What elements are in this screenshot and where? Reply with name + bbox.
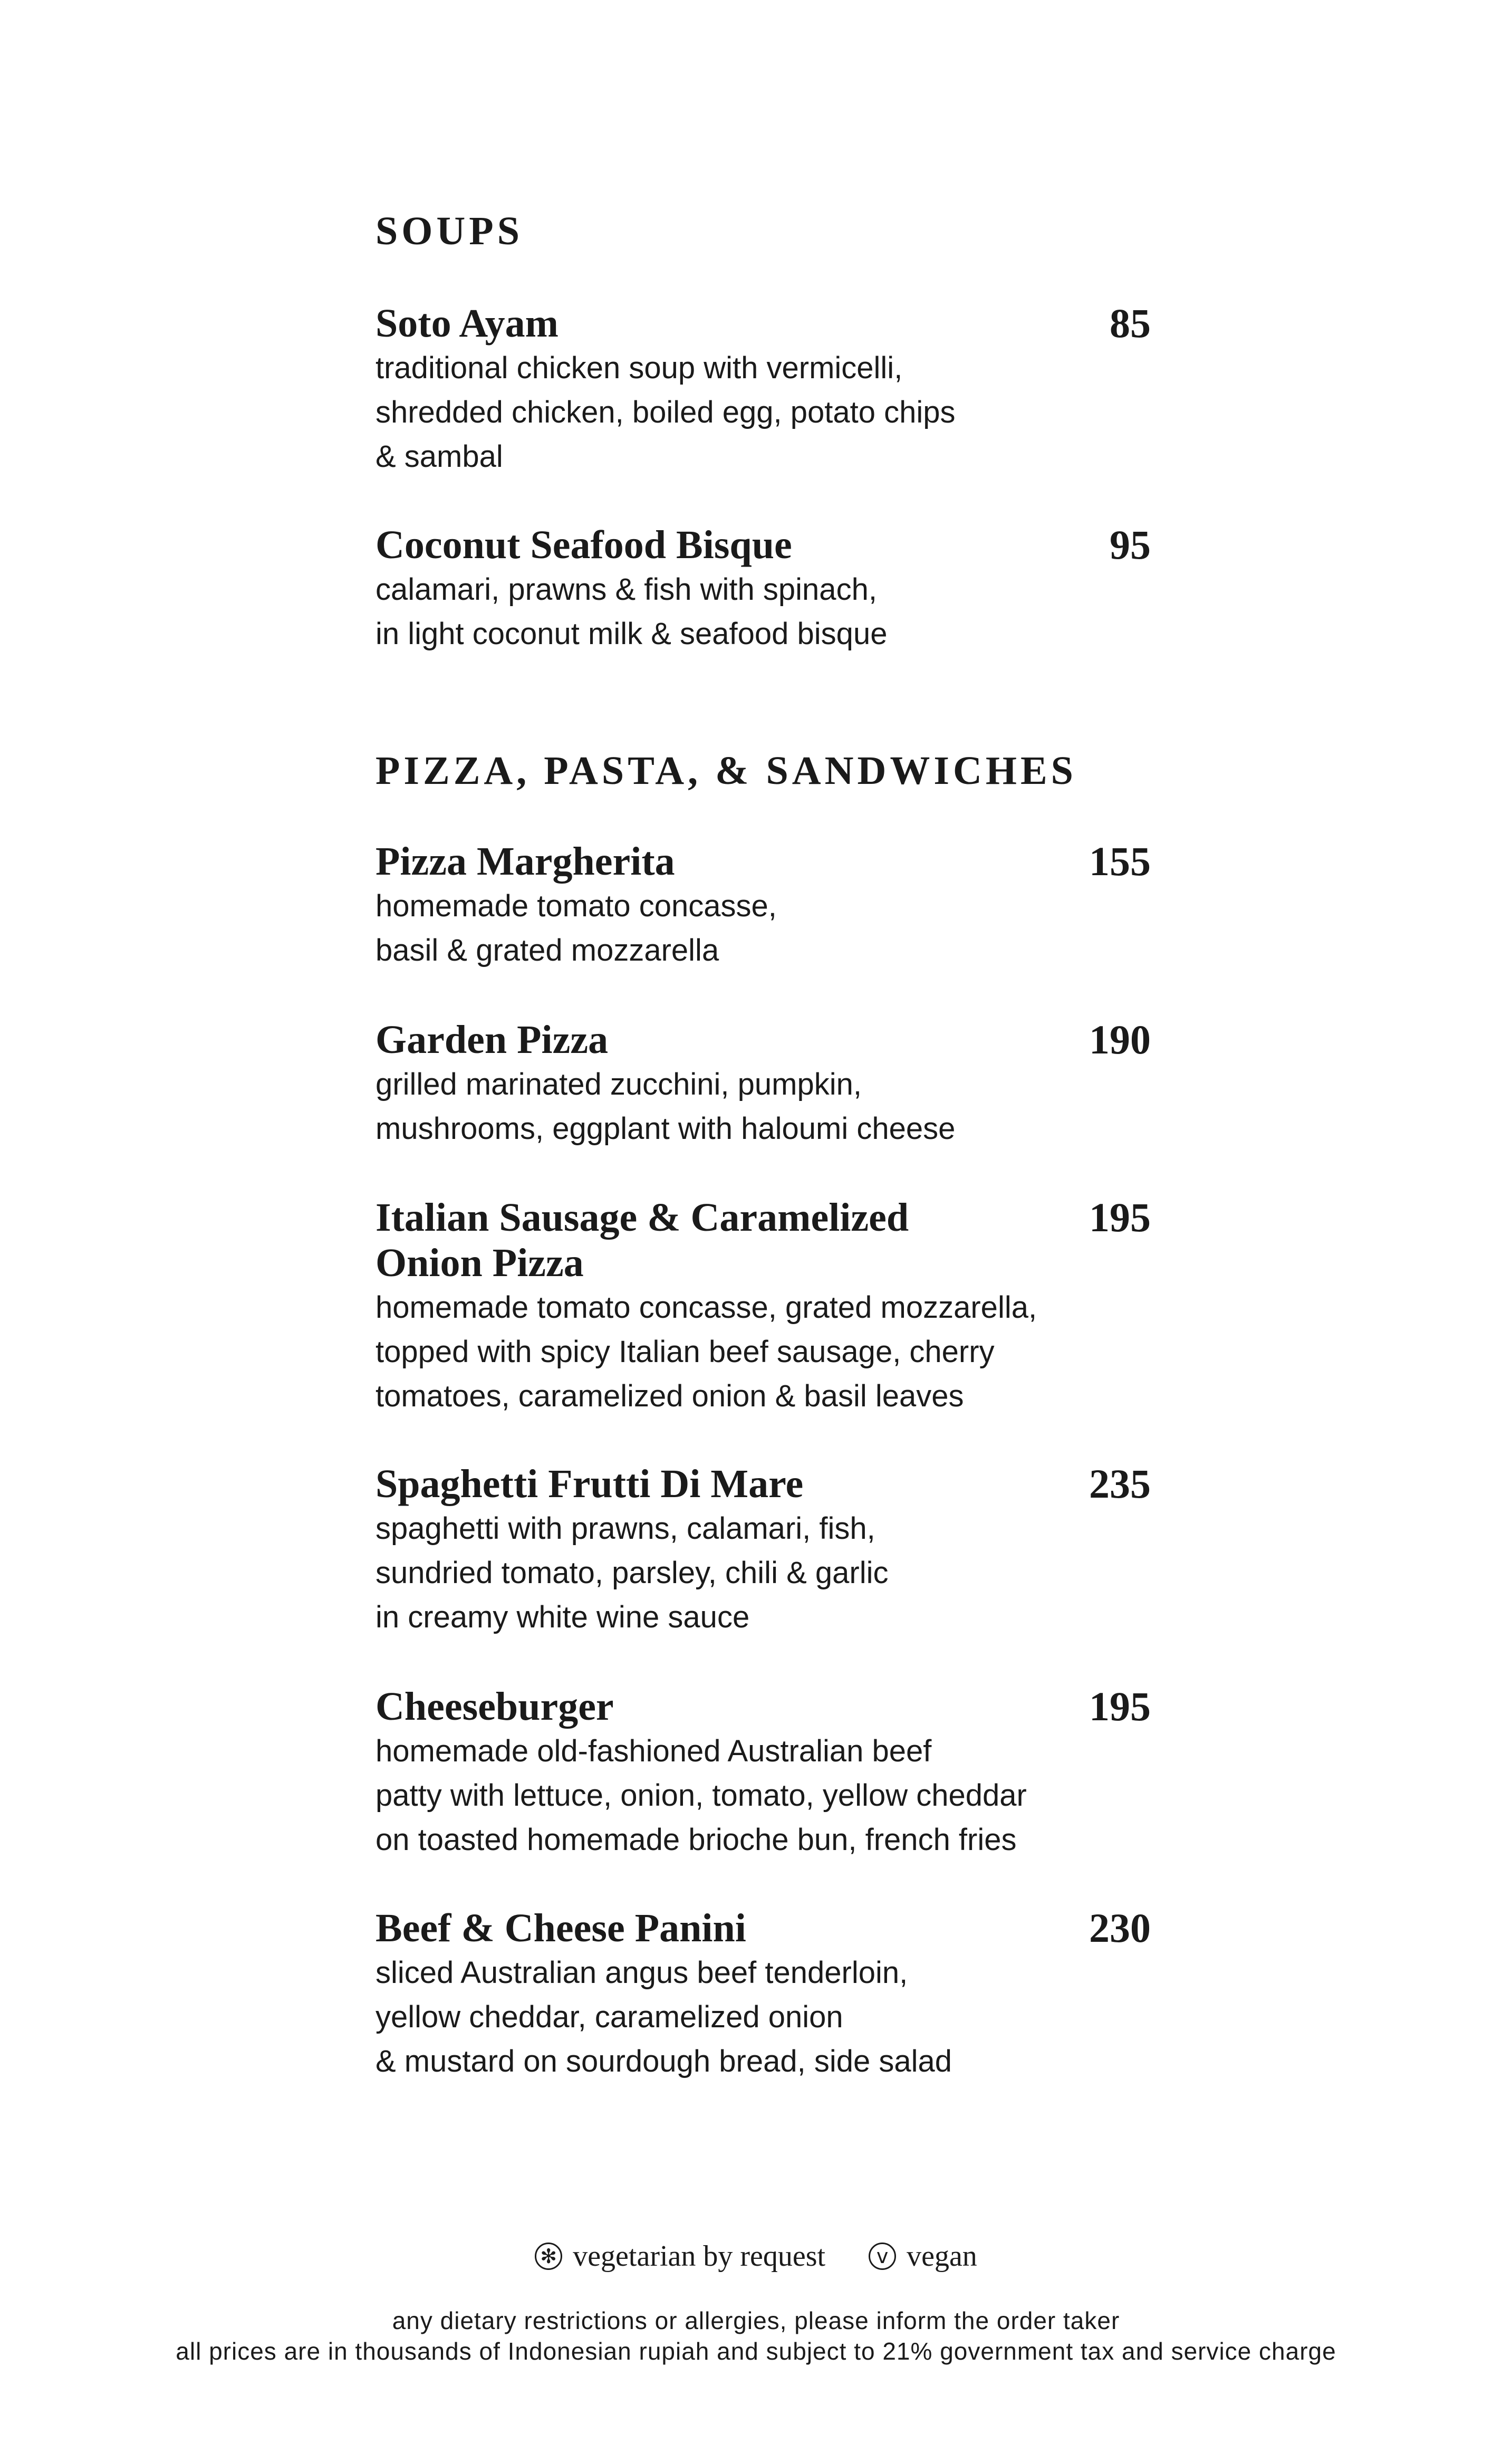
item-name: Garden Pizza <box>375 1018 609 1062</box>
item-description: homemade tomato concasse, grated mozzarella, topped with spicy Italian beef sausage, cherry tomatoes, caramelized onion & basil leaves <box>375 1290 1037 1413</box>
item-description: calamari, prawns & fish with spinach, in light coconut milk & seafood bisque <box>375 572 888 651</box>
item-price: 155 <box>1089 838 1151 884</box>
vegetarian-icon: ✻ <box>535 2243 562 2270</box>
item-description: homemade old-fashioned Australian beef patty with lettuce, onion, tomato, yellow cheddar on toasted homemade brioche bun, french fries <box>375 1734 1027 1857</box>
item-name: Coconut Seafood Bisque <box>375 523 792 567</box>
item-name: Italian Sausage & Caramelized Onion Pizza <box>375 1195 909 1285</box>
dietary-legend <box>0 2237 1512 2273</box>
item-price: 195 <box>1089 1683 1151 1729</box>
item-description: grilled marinated zucchini, pumpkin, mushrooms, eggplant with haloumi cheese <box>375 1067 956 1146</box>
legend-label: vegan <box>907 2240 977 2273</box>
item-price: 195 <box>1089 1194 1151 1240</box>
menu-item-soto-ayam <box>375 301 1151 479</box>
legend-label: vegetarian by request <box>573 2240 826 2273</box>
item-description: homemade tomato concasse, basil & grated mozzarella <box>375 889 777 967</box>
item-price: 95 <box>1110 522 1151 568</box>
menu-item-garden-pizza <box>375 1017 1151 1151</box>
footer-dietary-note: any dietary restrictions or allergies, please inform the order taker <box>392 2307 1120 2334</box>
menu-item-beef-cheese-panini <box>375 1905 1151 2084</box>
menu-item-italian-sausage-pizza <box>375 1195 1151 1419</box>
item-name: Beef & Cheese Panini <box>375 1906 746 1950</box>
item-description: traditional chicken soup with vermicelli, shredded chicken, boiled egg, potato chips & sambal <box>375 351 956 474</box>
item-price: 190 <box>1089 1017 1151 1062</box>
item-price: 85 <box>1110 300 1151 346</box>
item-name: Cheeseburger <box>375 1684 614 1729</box>
item-name: Pizza Margherita <box>375 839 675 884</box>
menu-item-coconut-seafood-bisque <box>375 522 1151 656</box>
menu-item-spaghetti-frutti-di-mare <box>375 1461 1151 1640</box>
section-title-pizza-pasta-sandwiches: PIZZA, PASTA, & SANDWICHES <box>375 749 1077 793</box>
item-price: 235 <box>1089 1461 1151 1507</box>
item-description: sliced Australian angus beef tenderloin, yellow cheddar, caramelized onion & mustard on sourdough bread, side salad <box>375 1956 952 2078</box>
legend-vegetarian <box>535 2239 825 2273</box>
menu-item-cheeseburger <box>375 1684 1151 1862</box>
item-name: Spaghetti Frutti Di Mare <box>375 1462 804 1506</box>
section-title-soups: SOUPS <box>375 209 523 253</box>
item-price: 230 <box>1089 1905 1151 1951</box>
menu-item-pizza-margherita <box>375 839 1151 973</box>
legend-vegan <box>869 2239 977 2273</box>
footer-price-note: all prices are in thousands of Indonesian rupiah and subject to 21% government tax and service charge <box>176 2337 1336 2365</box>
vegan-icon: v <box>869 2243 896 2270</box>
item-description: spaghetti with prawns, calamari, fish, sundried tomato, parsley, chili & garlic in creamy white wine sauce <box>375 1511 889 1634</box>
item-name: Soto Ayam <box>375 301 558 346</box>
